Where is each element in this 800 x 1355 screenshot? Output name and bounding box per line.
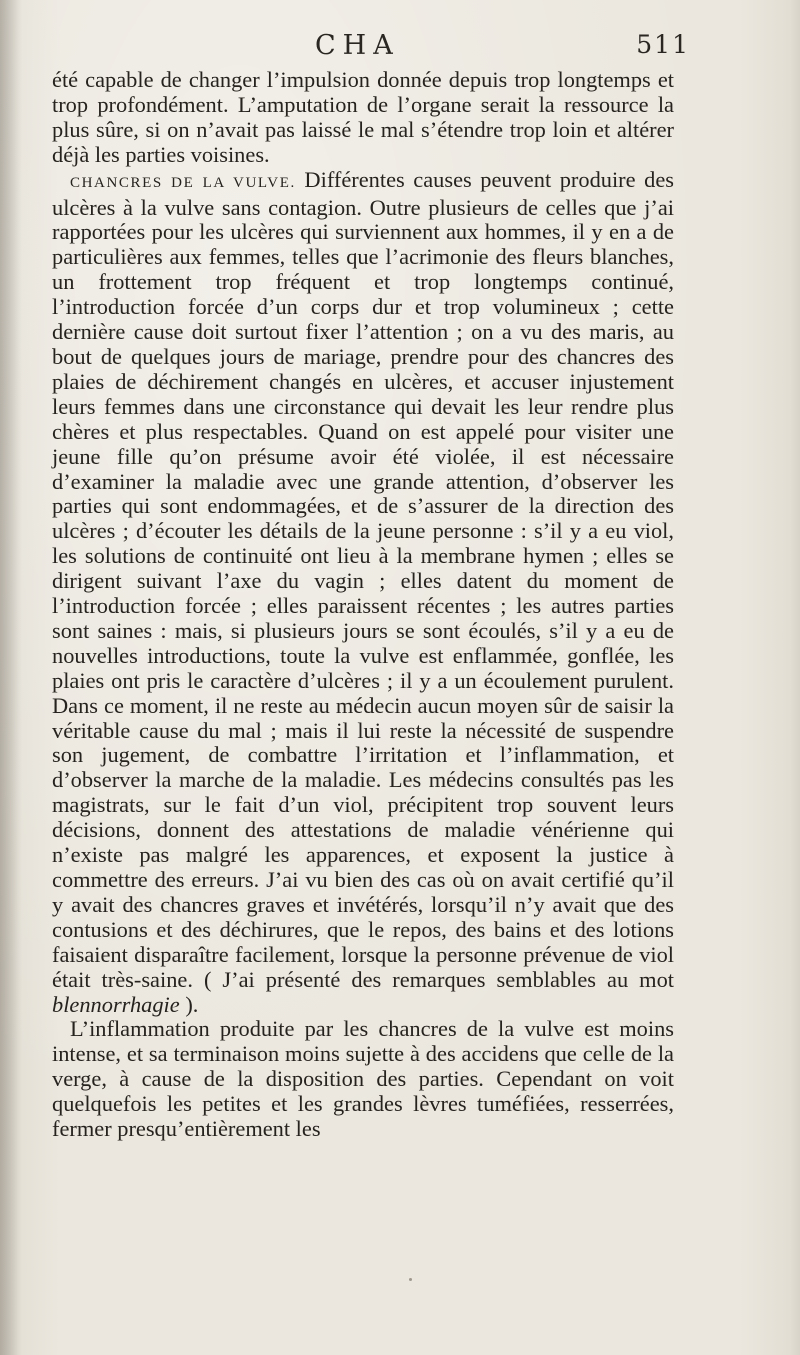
gutter-shadow [0,0,22,1355]
page-number: 511 [636,30,690,59]
running-title: CHA [315,30,400,61]
paper-speck [409,1278,412,1281]
section-heading: CHANCRES DE LA VULVE. [70,174,296,191]
paragraph-1 [52,68,674,168]
paragraph-3 [52,1017,674,1142]
paragraph-2 [52,168,674,1018]
paragraph-3-text: L’inflammation produite par les chancres de la vulve est moins intense, et sa terminaison moins sujette à des accidens que celle de la verge, à cause de la disposition des parties. Cependant on voit quelquefois les petites et les grandes lèvres tuméfiées, resserrées, fermer presqu’entièrement les [52,1016,674,1142]
paragraph-2-tail: ). [179,991,199,1017]
body-text [52,68,674,1142]
running-head [60,30,690,70]
cross-reference: blennorrhagie [52,991,180,1017]
paragraph-1-text: été capable de changer l’impulsion donnée depuis trop longtemps et trop profondément. L’amputation de l’organe serait la ressource la plus sûre, si on n’avait pas laissé le mal s’étendre trop loin et altérer déjà les parties voisines. [52,67,674,167]
paragraph-2-text: Différentes causes peuvent produire des ulcères à la vulve sans contagion. Outre plusieurs de celles que j’ai rapportées pour les ulcères qui surviennent aux hommes, il y en a de particulières aux femmes, telles que l’acrimonie des fleurs blanches, un frottement trop fréquent et trop longtemps continué, l’introduction forcée d’un corps dur et trop volumineux ; cette dernière cause doit surtout fixer l’attention ; on a vu des maris, au bout de quelques jours de mariage, prendre pour des chancres des plaies de déchirement changés en ulcères, et accuser injustement leurs femmes dans une circonstance qui devait les leur rendre plus chères et plus respectables. Quand on est appelé pour visiter une jeune fille qu’on présume avoir été violée, il est nécessaire d’examiner la maladie avec une grande attention, d’observer les parties qui sont endommagées, et de s’assurer de la direction des ulcères ; d’écouter les détails de la jeune personne : s’il y a eu viol, les solutions de continuité ont lieu à la membrane hymen ; elles se dirigent suivant l’axe du vagin ; elles datent du moment de l’introduction forcée ; elles paraissent récentes ; les autres parties sont saines : mais, si plusieurs jours se sont écoulés, s’il y a eu de nouvelles introductions, toute la vulve est enflammée, gonflée, les plaies ont pris le caractère d’ulcères ; il y a un écoulement purulent. Dans ce moment, il ne reste au médecin aucun moyen sûr de saisir la véritable cause du mal ; mais il lui reste la nécessité de suspendre son jugement, de combattre l’irritation et l’inflammation, et d’observer la marche de la maladie. Les médecins consultés pas les magistrats, sur le fait d’un viol, précipitent trop souvent leurs décisions, donnent des attestations de maladie vénérienne qui n’existe pas malgré les apparences, et exposent la justice à commettre des erreurs. J’ai vu bien des cas où on avait certifié qu’il y avait des chancres graves et invétérés, lorsqu’il n’y avait que des contusions et des déchirures, que le repos, des bains et des lotions faisaient disparaître facilement, lorsque la personne prévenue de viol était très-saine. ( J’ai présenté des remarques semblables au mot [52,166,674,992]
